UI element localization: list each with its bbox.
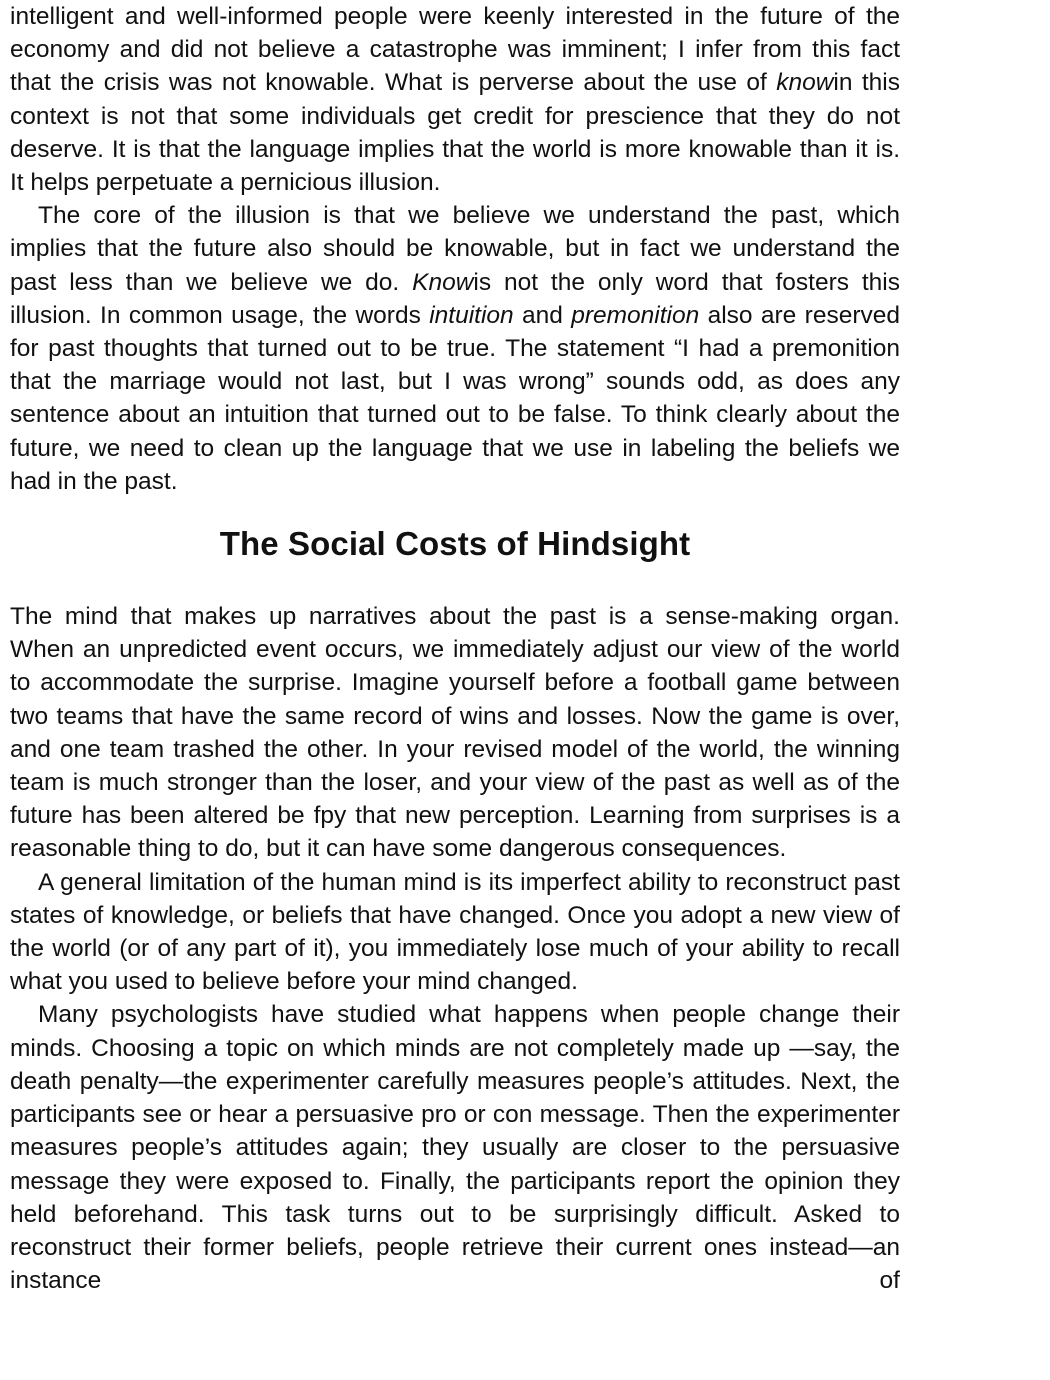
book-page bbox=[10, 0, 900, 1297]
italic-term: Know bbox=[412, 268, 474, 296]
text-run: Many psychologists have studied what happens when people change their minds. Choosing a topic on which minds are not completely made up —say, the death penalty—the experimenter carefully measures people’s attitudes. Next, the participants see or hear a persuasive pro or con message. Then the experimenter measures people’s attitudes again; they usually are closer to the persuasive message they were exposed to. Finally, the participants report the opinion they held beforehand. This task turns out to be surprisingly difficult. Asked to reconstruct their former beliefs, people retrieve their current ones instead—an instance of bbox=[10, 1001, 900, 1295]
paragraph-bottom-3 bbox=[10, 998, 900, 1297]
text-run: and bbox=[513, 301, 572, 329]
paragraph-top-2 bbox=[10, 199, 900, 498]
text-run: A general limitation of the human mind is its imperfect ability to reconstruct past states of knowledge, or beliefs that have changed. Once you adopt a new view of the world (or of any part of it), you immediately lose much of your ability to recall what you used to believe before your mind changed. bbox=[10, 868, 900, 996]
text-run: in this context is not that some individuals get credit for prescience that they do not deserve. It is that the language implies that the world is more knowable than it is. It helps perpetuate a pernicious illusion. bbox=[10, 69, 900, 197]
italic-term: premonition bbox=[571, 301, 700, 329]
text-run: also are reserved for past thoughts that turned out to be true. The statement “I had a premonition that the marriage would not last, but I was wrong” sounds odd, as does any sentence about an intuition that turned out to be false. To think clearly about the future, we need to clean up the language that we use in labeling the beliefs we had in the past. bbox=[10, 301, 900, 495]
paragraph-bottom-1 bbox=[10, 600, 900, 866]
text-run: The mind that makes up narratives about the past is a sense-making organ. When an unpredicted event occurs, we immediately adjust our view of the world to accommodate the surprise. Imagine yourself before a football game between two teams that have the same record of wins and losses. Now the game is over, and one team trashed the other. In your revised model of the world, the winning team is much stronger than the loser, and your view of the past as well as of the future has been altered be fpy that new perception. Learning from surprises is a reasonable thing to do, but it can have some dangerous consequences. bbox=[10, 603, 900, 863]
section-heading: The Social Costs of Hindsight bbox=[219, 525, 691, 563]
italic-term: intuition bbox=[429, 301, 514, 329]
text-run: The core of the illusion is that we believe we understand the past, which implies that the future also should be knowable, but in fact we understand the past less than we believe we do. bbox=[10, 202, 900, 296]
text-run: is not the only word that fosters this illusion. In common usage, the words bbox=[10, 268, 900, 329]
italic-term: know bbox=[776, 69, 834, 97]
paragraph-bottom-2 bbox=[10, 866, 900, 999]
text-run: intelligent and well-informed people were keenly interested in the future of the economy and did not believe a catastrophe was imminent; I infer from this fact that the crisis was not knowable. What is perverse about the use of bbox=[10, 3, 900, 97]
paragraph-top-1 bbox=[10, 0, 900, 199]
